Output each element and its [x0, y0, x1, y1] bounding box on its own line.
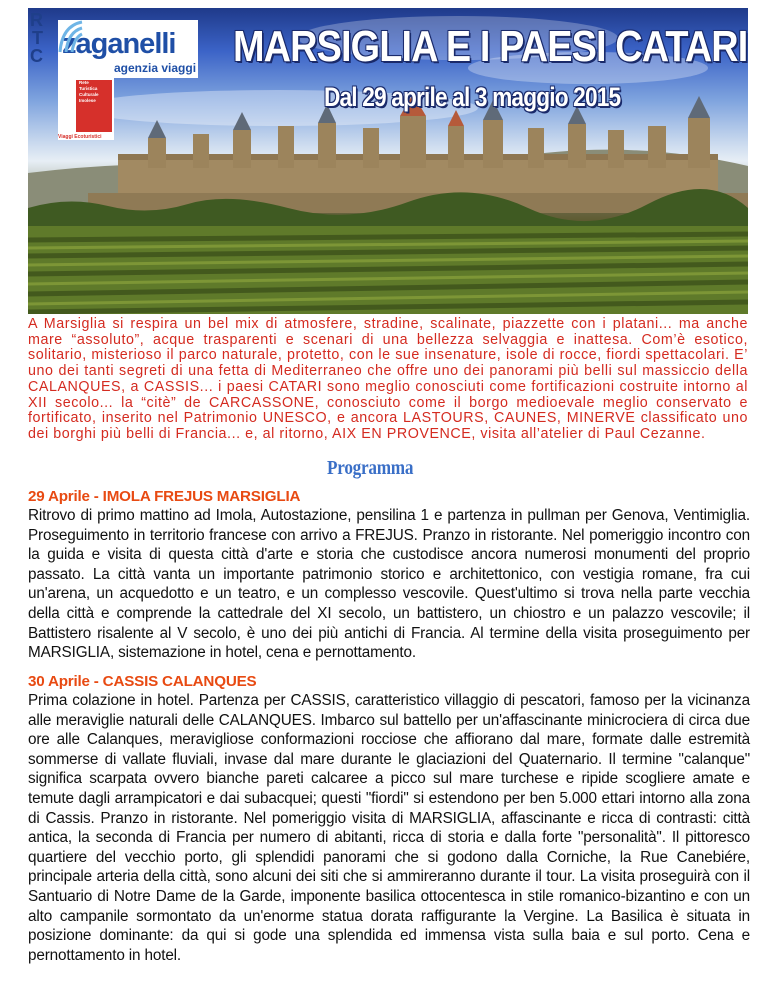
svg-text:C: C [30, 46, 43, 64]
rtc-line: Rete [79, 80, 89, 85]
rtc-letters-icon [28, 8, 48, 64]
hero-banner [28, 8, 748, 314]
intro-paragraph: A Marsiglia si respira un bel mix di atmosfere, stradine, scalinate, piazzette con i platani... ma anche mare “assoluto”, acque trasparenti e scenari di una bellezza selvaggia e inattesa. Com’è esotico, solitario, misterioso il parco naturale, protetto, con le sue insenature, isole di rocce, fiordi spettacolari. E’ uno dei tanti segreti di una fetta di Mediterraneo che offre uno dei panorami più belli sul massiccio della CALANQUES, a CASSIS... i paesi CATARI sono meglio conosciuti come fortificazioni costruite intorno al XII secolo... la “citè” de CARCASSONE, conosciuto come il borgo medioevale meglio conservato e fortificato, inserito nel Patrimonio UNESCO, e ancora LASTOURS, CAUNES, MINERVE classificato uno dei borghi più belli di Francia... e, al ritorno, AIX EN PROVENCE, visita all’atelier di Paul Cezanne. [28, 316, 748, 442]
rtc-line: Culturale [79, 92, 99, 97]
day-1-text: Ritrovo di primo mattino ad Imola, Autostazione, pensilina 1 e partenza in pullman per Genova, Ventimiglia. Proseguimento in territorio francese con arrivo a FREJUS. Pranzo in ristorante. Nel pomeriggio incontro con la guida e visita di questa città d'arte e storia che custodisce ancora numerosi monumenti del proprio passato. La città vanta un importante patrimonio storico e architettonico, con vestigia romane, fra cui un'arena, un acquedotto e un teatro, e un complesso vescovile. Quest'ultimo si trova nella parte vecchia della città e comprende la cattedrale del XI secolo, un battistero, un chiostro e un palazzo vescovile; il Battistero risalente al V secolo, è uno dei più antichi di Francia. Al termine della visita proseguimento per MARSIGLIA, sistemazione in hotel, cena e pernottamento. [28, 507, 750, 662]
day-1-title: 29 Aprile - IMOLA FREJUS MARSIGLIA [28, 488, 301, 505]
zaganelli-logo [58, 20, 198, 78]
svg-text:T: T [32, 28, 43, 48]
rtc-line: Turistica [79, 86, 98, 91]
trip-dates: Dal 29 aprile al 3 maggio 2015 [324, 82, 621, 112]
logo-name: zaganelli [62, 28, 176, 60]
logo-tagline: agenzia viaggi [114, 61, 197, 75]
programma-heading: Programma [327, 457, 414, 479]
day-2-text: Prima colazione in hotel. Partenza per CASSIS, caratteristico villaggio di pescatori, famoso per la vicinanza alle meraviglie naturali delle CALANQUES. Imbarco sul battello per un'affascinante minicrociera di circa due ore alle Calanques, meravigliose conformazioni rocciose che affiorano dal mare, formate dalle estremità sommerse di vallate fluviali, invase dal mare durante le glaciazioni del Quaternario. Il termine "calanque" significa scarpata ovvero bianche pareti calcaree a picco sul mare turchese e ripide scogliere amate e temute dagli arrampicatori e dai subacquei; questi "fiordi" si estendono per ben 5.000 ettari intorno alla zona di Cassis. Pranzo in ristorante. Nel pomeriggio visita di MARSIGLIA, affascinante e ricca di contrasti: città antica, la seconda di Francia per numero di abitanti, ricca di storia e dalla forte "personalità". Il pittoresco quartiere del vecchio porto, gli splendidi panorami che si godono dalla Corniche, la Rue Canebiére, principale arteria della città, sono alcuni dei siti che si ammireranno durante il tour. La visita proseguirà con il Santuario di Notre Dame de la Garde, imponente basilica ottocentesca in stile romanico-bizantino e con un alto campanile sormontato da un'enorme statua dorata raffigurante la Vergine. La Basilica è situata in posizione dominante: da qui si gode una splendida ed immensa vista sulla baia e sul porto. Cena e pernottamento in hotel. [28, 692, 750, 964]
logo-arc-icon [58, 20, 84, 54]
svg-text:R: R [30, 10, 43, 30]
rtc-footer: Viaggi Ecoturistici [58, 134, 114, 140]
rtc-label-box [76, 80, 112, 132]
page-title: MARSIGLIA E I PAESI CATARI [233, 22, 748, 71]
rtc-line: Imolese [79, 98, 96, 103]
day-2-title: 30 Aprile - CASSIS CALANQUES [28, 673, 257, 690]
